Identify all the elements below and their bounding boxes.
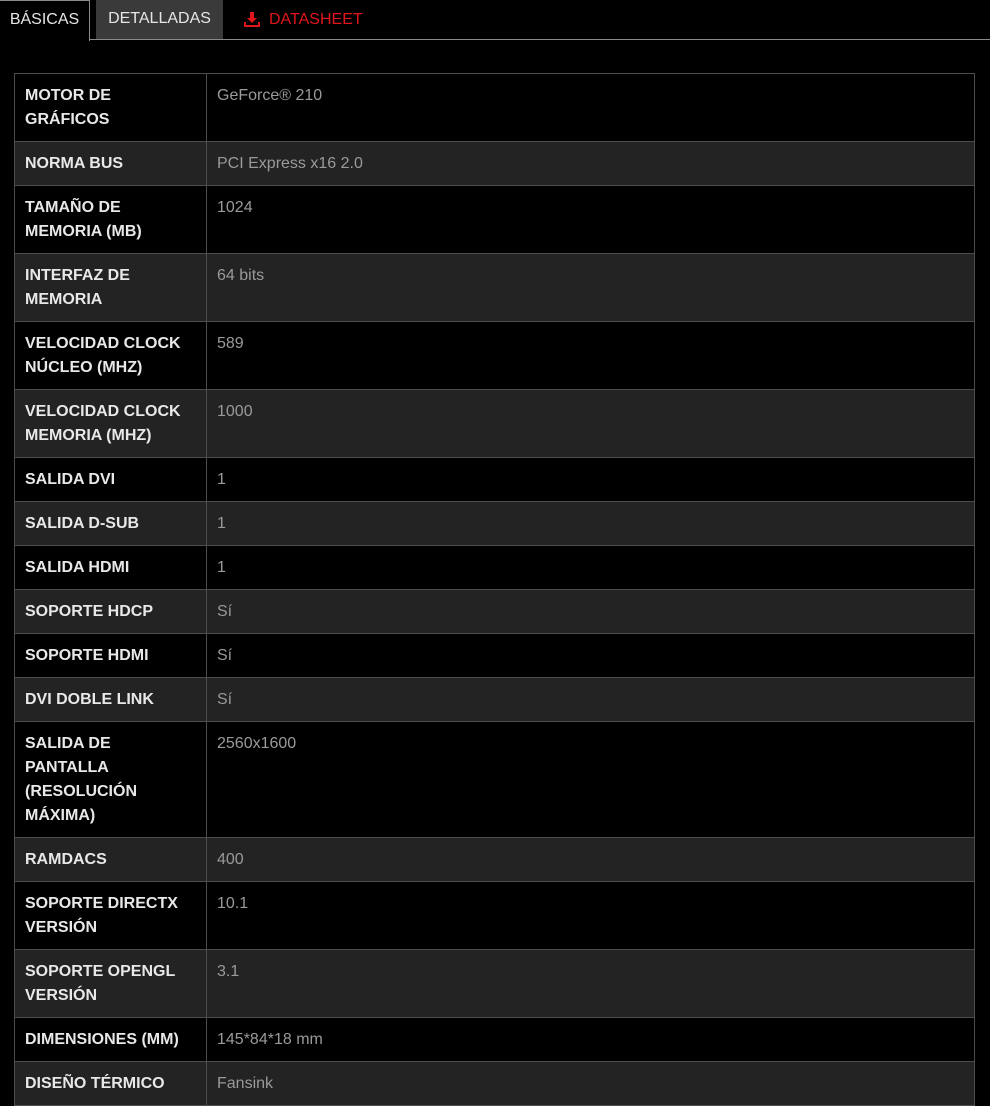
spec-label: SALIDA HDMI bbox=[15, 546, 207, 590]
spec-label: RAMDACS bbox=[15, 838, 207, 882]
spec-label: VELOCIDAD CLOCK NÚCLEO (MHZ) bbox=[15, 322, 207, 390]
table-row bbox=[15, 1018, 975, 1062]
spec-label: SALIDA D-SUB bbox=[15, 502, 207, 546]
spec-value: 1 bbox=[207, 502, 975, 546]
spec-value: Sí bbox=[207, 590, 975, 634]
spec-value: 3.1 bbox=[207, 950, 975, 1018]
table-row bbox=[15, 390, 975, 458]
spec-value: 589 bbox=[207, 322, 975, 390]
download-icon bbox=[243, 12, 261, 28]
spec-label: SOPORTE DIRECTX VERSIÓN bbox=[15, 882, 207, 950]
spec-table bbox=[14, 73, 975, 1106]
table-row bbox=[15, 590, 975, 634]
spec-value: Fansink bbox=[207, 1062, 975, 1106]
spec-label: SALIDA DE PANTALLA (RESOLUCIÓN MÁXIMA) bbox=[15, 722, 207, 838]
tab-datasheet-label: DATASHEET bbox=[269, 11, 363, 28]
spec-value: 400 bbox=[207, 838, 975, 882]
spec-value: PCI Express x16 2.0 bbox=[207, 142, 975, 186]
spec-value: 10.1 bbox=[207, 882, 975, 950]
spec-value: 2560x1600 bbox=[207, 722, 975, 838]
spec-label: INTERFAZ DE MEMORIA bbox=[15, 254, 207, 322]
table-row bbox=[15, 678, 975, 722]
spec-value: 1000 bbox=[207, 390, 975, 458]
table-row bbox=[15, 882, 975, 950]
table-row bbox=[15, 322, 975, 390]
table-row bbox=[15, 722, 975, 838]
tab-detalladas[interactable]: DETALLADAS bbox=[96, 0, 223, 39]
spec-value: 1024 bbox=[207, 186, 975, 254]
table-row bbox=[15, 502, 975, 546]
table-row bbox=[15, 1062, 975, 1106]
table-row bbox=[15, 546, 975, 590]
table-row bbox=[15, 74, 975, 142]
table-row bbox=[15, 186, 975, 254]
spec-value: GeForce® 210 bbox=[207, 74, 975, 142]
spec-value: Sí bbox=[207, 634, 975, 678]
spec-label: SOPORTE HDMI bbox=[15, 634, 207, 678]
table-row bbox=[15, 838, 975, 882]
table-row bbox=[15, 950, 975, 1018]
spec-value: 1 bbox=[207, 458, 975, 502]
spec-label: DIMENSIONES (MM) bbox=[15, 1018, 207, 1062]
spec-label: DISEÑO TÉRMICO bbox=[15, 1062, 207, 1106]
spec-label: SOPORTE HDCP bbox=[15, 590, 207, 634]
spec-label: NORMA BUS bbox=[15, 142, 207, 186]
tab-basicas[interactable]: BÁSICAS bbox=[0, 0, 90, 41]
spec-label: SALIDA DVI bbox=[15, 458, 207, 502]
tab-bar bbox=[0, 0, 990, 40]
spec-value: Sí bbox=[207, 678, 975, 722]
spec-label: VELOCIDAD CLOCK MEMORIA (MHZ) bbox=[15, 390, 207, 458]
spec-label: TAMAÑO DE MEMORIA (MB) bbox=[15, 186, 207, 254]
spec-value: 1 bbox=[207, 546, 975, 590]
table-row bbox=[15, 142, 975, 186]
tab-datasheet[interactable] bbox=[243, 0, 383, 40]
table-row bbox=[15, 634, 975, 678]
table-row bbox=[15, 458, 975, 502]
spec-label: SOPORTE OPENGL VERSIÓN bbox=[15, 950, 207, 1018]
spec-label: MOTOR DE GRÁFICOS bbox=[15, 74, 207, 142]
table-row bbox=[15, 254, 975, 322]
spec-value: 145*84*18 mm bbox=[207, 1018, 975, 1062]
spec-value: 64 bits bbox=[207, 254, 975, 322]
spec-label: DVI DOBLE LINK bbox=[15, 678, 207, 722]
